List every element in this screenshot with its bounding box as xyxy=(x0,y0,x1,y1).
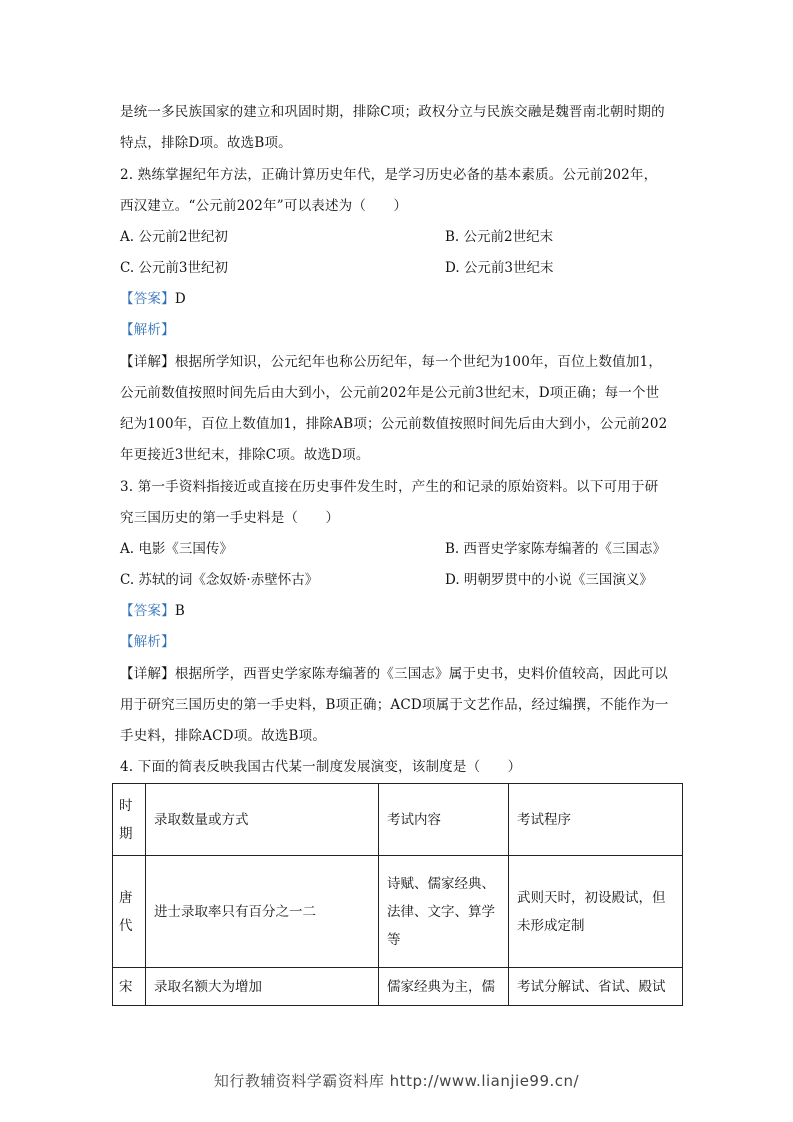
q2-stem-line-1: 2. 熟练掌握纪年方法，正确计算历史年代，是学习历史必备的基本素质。公元前202年， xyxy=(120,167,658,183)
q3-answer-value: B xyxy=(174,603,185,619)
q3-detail-line-2: 用于研究三国历史的第一手史料，B项正确；ACD项属于文艺作品，经过编撰，不能作为一 xyxy=(120,697,669,713)
footer-watermark: 知行教辅资料学霸资料库 http://www.lianjie99.cn/ xyxy=(213,1072,580,1090)
q3-option-b: B. 西晋史学家陈寿编著的《三国志》 xyxy=(445,541,667,557)
q3-detail-tag: 【详解】 xyxy=(120,666,175,682)
header-content: 考试内容 xyxy=(379,784,509,856)
cell-content: 儒家经典为主，儒 xyxy=(379,968,509,1006)
header-procedure: 考试程序 xyxy=(509,784,683,856)
q2-detail-line-1 xyxy=(120,352,662,372)
q3-option-a: A. 电影《三国传》 xyxy=(120,541,233,557)
q2-answer-value: D xyxy=(174,291,186,307)
q2-detail-line-4: 年更接近3世纪末，排除C项。故选D项。 xyxy=(120,447,370,463)
q2-option-d: D. 公元前3世纪末 xyxy=(445,260,554,276)
q2-detail-line-3: 纪为100年，百位上数值加1，排除AB项；公元前数值按照时间先后由大到小，公元前202 xyxy=(120,416,668,432)
cell-admission: 录取名额大为增加 xyxy=(146,968,379,1006)
q4-stem: 4. 下面的简表反映我国古代某一制度发展演变，该制度是（ ） xyxy=(120,759,522,775)
q2-option-c: C. 公元前3世纪初 xyxy=(120,260,229,276)
q2-option-a: A. 公元前2世纪初 xyxy=(120,229,228,245)
header-period: 时期 xyxy=(113,784,146,856)
cell-admission: 进士录取率只有百分之一二 xyxy=(146,856,379,968)
q2-option-b: B. 公元前2世纪末 xyxy=(445,229,554,245)
q2-detail-line-2: 公元前数值按照时间先后由大到小，公元前202年是公元前3世纪末，D项正确；每一个世 xyxy=(120,385,660,401)
exam-system-table xyxy=(112,783,683,1006)
q3-stem-line-2: 究三国历史的第一手史料是（ ） xyxy=(120,510,340,526)
q3-option-c: C. 苏轼的词《念奴娇·赤壁怀古》 xyxy=(120,572,319,588)
q3-detail-text-1: 根据所学，西晋史学家陈寿编著的《三国志》属于史书，史料价值较高，因此可以 xyxy=(174,666,669,682)
q3-analysis-tag: 【解析】 xyxy=(120,634,175,650)
q2-detail-text-1: 根据所学知识，公元纪年也称公历纪年，每一个世纪为100年，百位上数值加1， xyxy=(174,354,663,370)
cell-period: 唐代 xyxy=(113,856,146,968)
q2-answer-tag: 【答案】 xyxy=(120,291,175,307)
q3-option-d: D. 明朝罗贯中的小说《三国演义》 xyxy=(445,572,653,588)
intro-line-1: 是统一多民族国家的建立和巩固时期，排除C项；政权分立与民族交融是魏晋南北朝时期的 xyxy=(120,104,665,120)
q2-answer xyxy=(120,289,186,309)
cell-procedure: 武则天时，初设殿试，但未形成定制 xyxy=(509,856,683,968)
cell-content: 诗赋、儒家经典、法律、文字、算学等 xyxy=(379,856,509,968)
intro-line-2: 特点，排除D项。故选B项。 xyxy=(120,135,292,151)
q3-detail-line-1 xyxy=(120,664,668,684)
cell-period: 宋 xyxy=(113,968,146,1006)
table-row xyxy=(113,856,683,968)
q3-answer xyxy=(120,601,185,621)
table-row xyxy=(113,968,683,1006)
q3-answer-tag: 【答案】 xyxy=(120,603,175,619)
cell-procedure: 考试分解试、省试、殿试 xyxy=(509,968,683,1006)
header-admission: 录取数量或方式 xyxy=(146,784,379,856)
q2-stem-line-2: 西汉建立。“公元前202年”可以表述为（ ） xyxy=(120,198,408,214)
q2-detail-tag: 【详解】 xyxy=(120,354,175,370)
q3-stem-line-1: 3. 第一手资料指接近或直接在历史事件发生时，产生的和记录的原始资料。以下可用于研 xyxy=(120,479,659,495)
table-header-row xyxy=(113,784,683,856)
q2-analysis-tag: 【解析】 xyxy=(120,322,175,338)
q3-detail-line-3: 手史料，排除ACD项。故选B项。 xyxy=(120,728,327,744)
